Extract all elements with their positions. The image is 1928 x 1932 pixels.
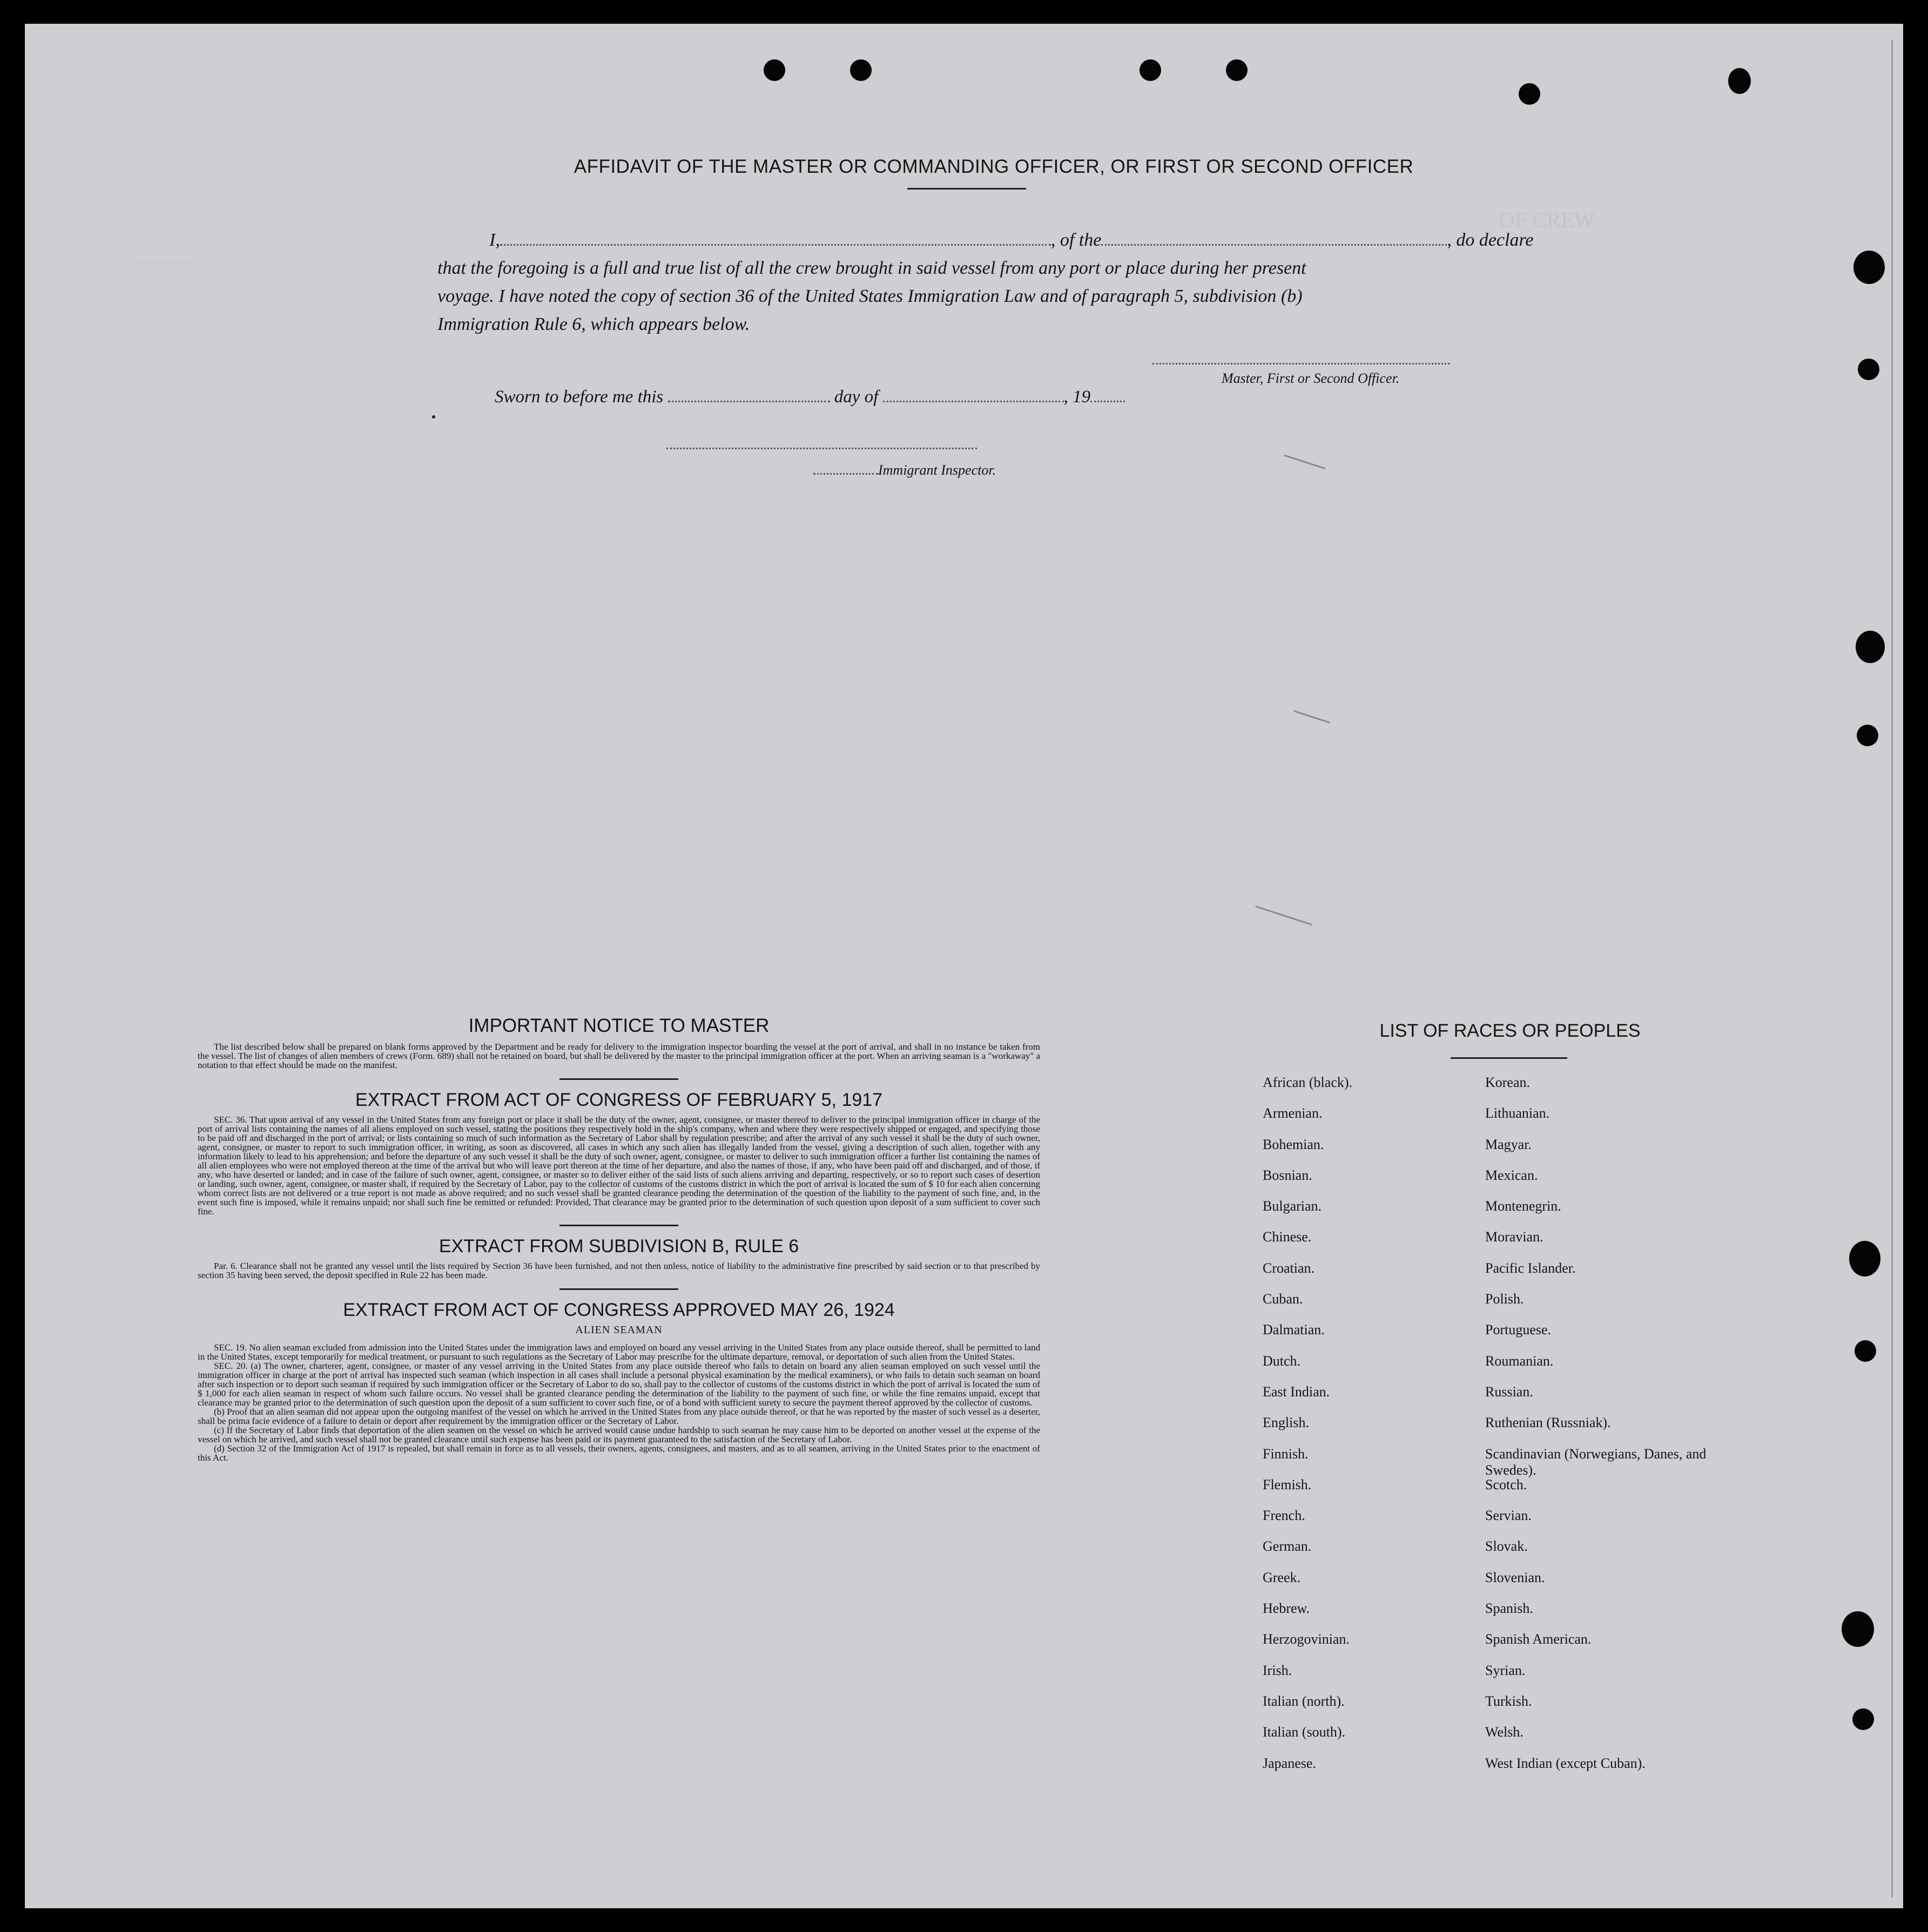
act-1917-text [198, 1115, 1040, 1216]
sworn-day-blank[interactable] [668, 387, 830, 402]
race-entry: Pacific Islander. [1485, 1260, 1576, 1276]
race-entry: Flemish. [1263, 1476, 1312, 1492]
notice-paragraph: The list described below shall be prepared on blank forms approved by the Department and be ready for delivery to the immigration inspector boarding the vessel at the port of arrival, and shall in no instance be taken from the vessel. The list of changes of alien members of crews (Form. 689) shall not be retained on board, but shall be delivered by the master to the principal immigration officer at the port. When an arriving seaman is a "workaway" a notation to that effect should be made on the manifest. [198, 1042, 1040, 1070]
race-entry: Portuguese. [1485, 1322, 1552, 1338]
declaration-line-4: Immigration Rule 6, which appears below. [437, 314, 750, 334]
binder-hole [1852, 1708, 1874, 1730]
race-entry: Bohemian. [1263, 1136, 1324, 1152]
race-entry: French. [1263, 1508, 1305, 1524]
binder-hole [1858, 359, 1879, 380]
race-entry: Montenegrin. [1485, 1198, 1561, 1214]
race-entry: Bulgarian. [1263, 1198, 1322, 1214]
declarant-name-blank[interactable] [500, 230, 1051, 246]
race-entry: Polish. [1485, 1291, 1524, 1307]
binder-hole [1728, 68, 1751, 94]
binder-hole [1857, 725, 1878, 746]
declaration-text [437, 226, 1534, 339]
sec-20a-paragraph: SEC. 20. (a) The owner, charterer, agent, consignee, or master of any vessel arriving in the United States from any place outside thereof who fails to detain on board any alien seaman employed on such vessel until the immigration officer in charge at the port of arrival has inspected such seaman (which inspection in all cases shall include a personal physical examination by the medical examiners), or who fails to detain such seaman on board after such inspection or to deport such seaman if required by such immigration officer or the Secretary of Labor to do so, shall pay to the collector of customs of the customs district in which the port of arrival is located the sum of $ 1,000 for each alien seaman in respect of whom such failure occurs. No vessel shall be granted clearance pending the determination of the liability to the payment of such fine, or while the fine remains unpaid, except that clearance may be granted prior to the determination of such question upon the deposit of a sum sufficient to cover such fine, or of a bond with sufficient surety to secure the payment thereof approved by the collector of customs. [198, 1361, 1040, 1408]
legal-notices [198, 1015, 1040, 1462]
sec-19-paragraph: SEC. 19. No alien seaman excluded from admission into the United States under the immigration laws and employed on board any vessel arriving in the United States from any place outside thereof, shall be permitted to land in the United States, except temporarily for medical treatment, or pursuant to such regulations as the Secretary of Labor may prescribe for the ultimate departure, removal, or deportation of such alien from the United States. [198, 1342, 1040, 1362]
race-entry: Croatian. [1263, 1260, 1315, 1276]
sworn-year-label: , 19 [1063, 387, 1091, 407]
notice-text [198, 1042, 1040, 1070]
race-entry: Welsh. [1485, 1724, 1523, 1740]
race-entry: Turkish. [1485, 1693, 1532, 1709]
act-1924-title: EXTRACT FROM ACT OF CONGRESS APPROVED MAY 26, 1924 [343, 1300, 895, 1320]
declarant-prefix: I, [489, 230, 500, 250]
race-entry: African (black). [1263, 1075, 1353, 1090]
race-entry: Spanish. [1485, 1600, 1533, 1617]
sworn-prefix: Sworn to before me this [495, 387, 664, 407]
rule-6-title: EXTRACT FROM SUBDIVISION B, RULE 6 [439, 1236, 799, 1257]
race-entry: Magyar. [1485, 1136, 1532, 1152]
bleed-through-text: ................ [133, 251, 198, 268]
sec-20c-paragraph: (c) If the Secretary of Labor finds that deportation of the alien seamen on the vessel on which he arrived would cause undue hardship to such seaman he may cause him to be deported on another vessel at the expense of the vessel on which he arrived, and such vessel shall not be granted clearance until such expense has been paid or its payment guaranteed to the satisfaction of the Secretary of Labor. [198, 1425, 1040, 1444]
inspector-signature-blank[interactable] [666, 448, 977, 449]
race-entry: Slovak. [1485, 1538, 1528, 1555]
inspector-label-leader [813, 463, 878, 475]
act-1924-text [198, 1343, 1040, 1462]
race-entry: Slovenian. [1485, 1569, 1545, 1585]
rule-6-text [198, 1261, 1040, 1280]
inspector-label: Immigrant Inspector. [878, 462, 996, 478]
declaration-line-3: voyage. I have noted the copy of section 36 of the United States Immigration Law and of paragraph 5, subdivision (b) [437, 286, 1303, 306]
binder-hole [1855, 1340, 1876, 1362]
race-entry: Greek. [1263, 1569, 1301, 1585]
stray-mark [1293, 710, 1330, 723]
rule-6-paragraph: Par. 6. Clearance shall not be granted any vessel until the lists required by Section 36 have been furnished, and not then unless, notice of liability to the administrative fine prescribed by said section or to that prescribed by section 35 having been served, the deposit specified in Rule 22 has been made. [198, 1261, 1040, 1280]
race-entry: West Indian (except Cuban). [1485, 1755, 1646, 1771]
sec-20d-paragraph: (d) Section 32 of the Immigration Act of 1917 is repealed, but shall remain in force as to all vessels, their owners, agents, consignees, and masters, and as to all seamen, arriving in the United States prior to the enactment of this Act. [198, 1443, 1040, 1463]
affidavit-title: AFFIDAVIT OF THE MASTER OR COMMANDING OFFICER, OR FIRST OR SECOND OFFICER [574, 156, 1414, 177]
bleed-through-text: OF CREW [1499, 208, 1595, 232]
race-entry: Armenian. [1263, 1105, 1323, 1122]
race-entry: Cuban. [1263, 1291, 1303, 1307]
binder-hole [1856, 631, 1885, 663]
inspector-label-line [813, 462, 996, 478]
notice-title: IMPORTANT NOTICE TO MASTER [468, 1015, 770, 1036]
race-entry: Syrian. [1485, 1662, 1526, 1678]
race-entry: Bosnian. [1263, 1167, 1312, 1183]
sworn-month-blank[interactable] [883, 387, 1064, 402]
race-entry: Japanese. [1263, 1755, 1316, 1771]
race-entry: Hebrew. [1263, 1600, 1310, 1617]
sec-20b-paragraph: (b) Proof that an alien seaman did not appear upon the outgoing manifest of the vessel on which he arrived in the United States from any place outside thereof, or that he was reported by the master of such vessel as a deserter, shall be prima facie evidence of a failure to detain or deport after requirement by the immigration officer or the Secretary of Labor. [198, 1407, 1040, 1426]
binder-hole [1842, 1611, 1874, 1647]
act-1917-title: EXTRACT FROM ACT OF CONGRESS OF FEBRUARY 5, 1917 [355, 1090, 883, 1110]
race-entry: Moravian. [1485, 1229, 1543, 1245]
stray-mark [1255, 906, 1312, 926]
races-title: LIST OF RACES OR PEOPLES [1379, 1021, 1641, 1041]
race-entry: Chinese. [1263, 1229, 1312, 1245]
binder-hole [1853, 251, 1885, 284]
declaration-line-1 [437, 226, 1534, 254]
binder-hole [764, 59, 785, 81]
race-entry: Russian. [1485, 1383, 1533, 1400]
race-entry: German. [1263, 1538, 1312, 1555]
race-entry: Scotch. [1485, 1476, 1527, 1492]
race-entry: Herzogovinian. [1263, 1631, 1350, 1647]
section-divider [559, 1225, 678, 1226]
race-entry: English. [1263, 1415, 1309, 1431]
page-edge-fold [1891, 40, 1893, 1897]
race-entry: Ruthenian (Russniak). [1485, 1415, 1611, 1431]
race-entry: Finnish. [1263, 1445, 1309, 1462]
binder-hole [1849, 1241, 1880, 1276]
act-1917-paragraph: SEC. 36. That upon arrival of any vessel in the United States from any foreign port or place it shall be the duty of the owner, agent, consignee, or master thereof to deliver to the principal immigration officer in charge of the port of arrival lists containing the names of all aliens employed on such vessel, stating the positions they respectively hold in the ship's company, when and where they were respectively shipped or engaged, and specifying those to be paid off and discharged in the port of arrival; or lists containing so much of such information as the Secretary of Labor shall by regulation prescribe; and after the arrival of any such vessel it shall be the duty of such owner, agent, consignee, or master to report to such immigration officer, in writing, as soon as discovered, all cases in which any such alien has illegally landed from the vessel, giving a description of such alien, together with any information likely to lead to his apprehension; and before the departure of any such vessel it shall be the duty of such owner, agent, consignee, or master to deliver to such immigration officer a further list containing the names of all alien employees who were not employed thereon at the time of the arrival but who will leave port thereon at the time of her departure, and also the names of those, if any, who have been paid off and discharged, and of those, if any, who have deserted or landed; and in case of the failure of such owner, agent, consignee, or master so to deliver either of the said lists of such aliens arriving and departing, respectively, or so to report such cases of desertion or landing, such owner, agent, consignee, or master shall, if required by the Secretary of Labor, pay to the collector of customs of the customs district in which the port of arrival is located the sum of $ 10 for each alien concerning whom correct lists are not delivered or a true report is not made as above required; and no such vessel shall be granted clearance pending the determination of the question of the liability to the payment of such fine, and, in the event such fine is imposed, while it remains unpaid; nor shall such fine be remitted or refunded: Provided, That clearance may be granted prior to the determination of such question upon deposit of a sum sufficient to cover such fine. [198, 1114, 1040, 1217]
sworn-day-label: day of [834, 387, 879, 407]
document-page [25, 24, 1903, 1908]
officer-signature-label: Master, First or Second Officer. [1222, 370, 1400, 386]
race-entry: Scandinavian (Norwegians, Danes, and Swedes). [1485, 1445, 1707, 1478]
ink-dot [432, 415, 435, 418]
of-the-label: , of the [1050, 230, 1102, 250]
race-entry: Italian (north). [1263, 1693, 1345, 1709]
race-entry: East Indian. [1263, 1383, 1330, 1400]
race-entry: Lithuanian. [1485, 1105, 1550, 1122]
race-entry: Servian. [1485, 1508, 1532, 1524]
declaration-line-2: that the foregoing is a full and true list of all the crew brought in said vessel from any port or place during her present [437, 258, 1306, 278]
section-divider [559, 1288, 678, 1290]
officer-signature-blank[interactable] [1152, 363, 1450, 364]
race-entry: Mexican. [1485, 1167, 1538, 1183]
race-entry: Spanish American. [1485, 1631, 1592, 1647]
binder-hole [1140, 59, 1161, 81]
races-title-underline [1451, 1057, 1567, 1059]
races-column-2 [1485, 1075, 1712, 1786]
race-entry: Korean. [1485, 1075, 1531, 1090]
race-entry: Italian (south). [1263, 1724, 1346, 1740]
binder-hole [1226, 59, 1248, 81]
race-entry: Roumanian. [1485, 1353, 1554, 1369]
race-entry: Irish. [1263, 1662, 1292, 1678]
act-1924-subtitle: ALIEN SEAMAN [575, 1324, 663, 1336]
binder-hole [850, 59, 872, 81]
sworn-year-blank[interactable] [1090, 387, 1125, 402]
title-underline [907, 188, 1026, 190]
stray-mark [1284, 455, 1325, 470]
races-column-1 [1263, 1075, 1489, 1786]
section-divider [559, 1078, 678, 1080]
binder-hole [1519, 83, 1540, 105]
race-entry: Dutch. [1263, 1353, 1301, 1369]
vessel-name-blank[interactable] [1101, 230, 1447, 246]
sworn-line [495, 387, 1125, 407]
race-entry: Dalmatian. [1263, 1322, 1325, 1338]
declare-label: , do declare [1447, 230, 1534, 250]
